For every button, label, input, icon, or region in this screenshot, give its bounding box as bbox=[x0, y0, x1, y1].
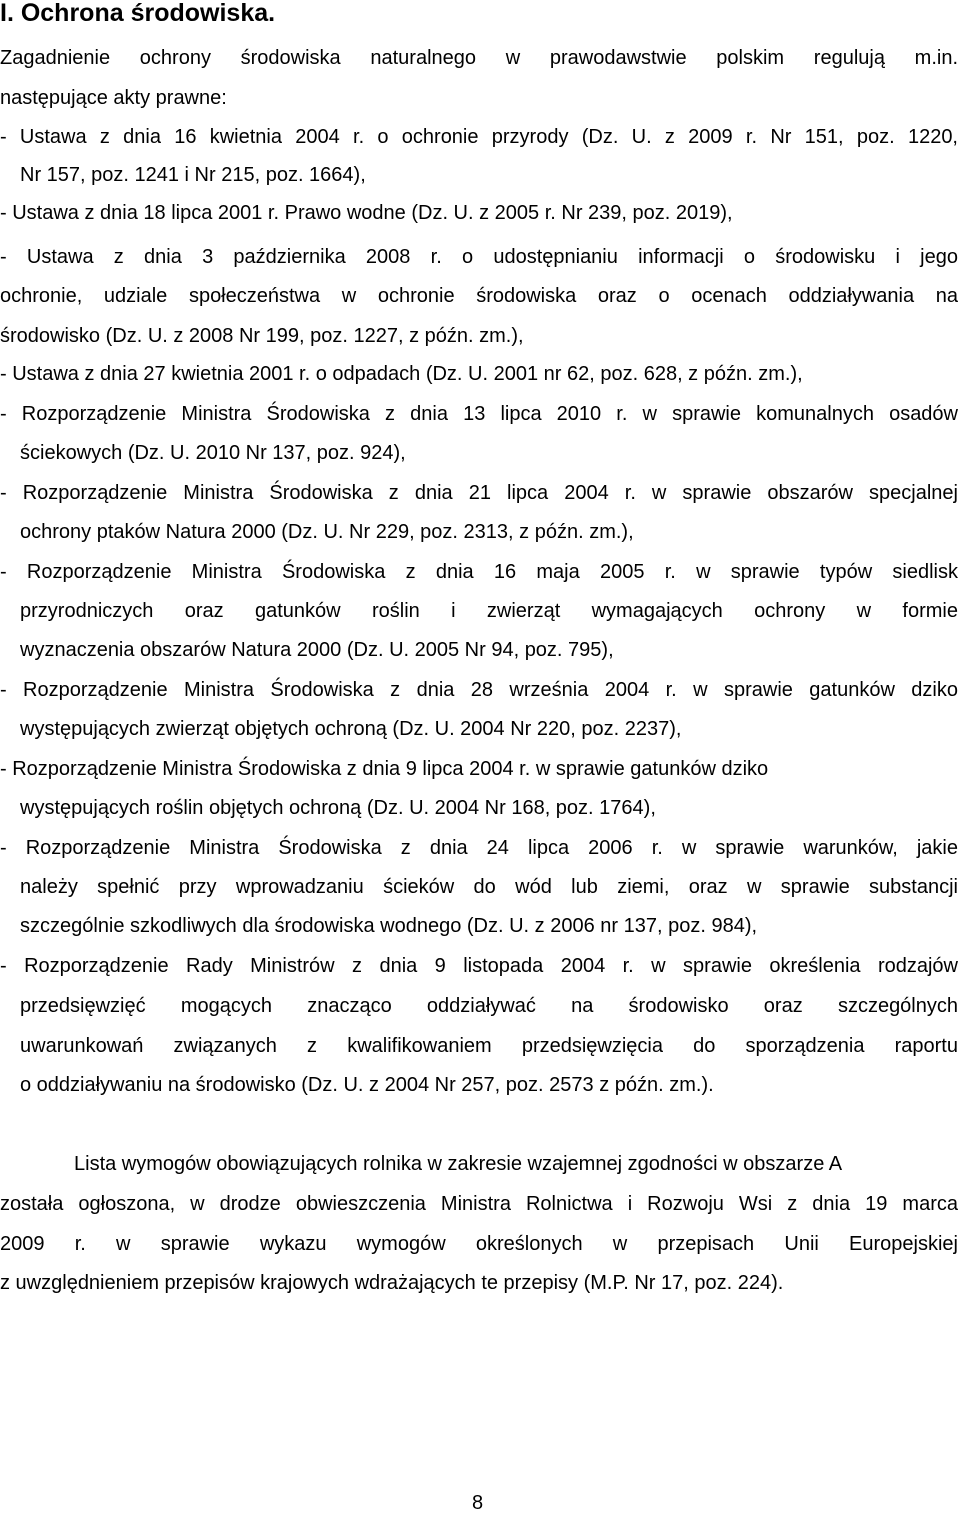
text-line: - Rozporządzenie Ministra Środowiska z dnia 28 września 2004 r. w sprawie gatunków dziko bbox=[0, 679, 958, 701]
text-line: ochrony ptaków Natura 2000 (Dz. U. Nr 229, poz. 2313, z późn. zm.), bbox=[20, 521, 634, 543]
text-line: przyrodniczych oraz gatunków roślin i zwierząt wymagających ochrony w formie bbox=[20, 600, 958, 622]
text-line: środowisko (Dz. U. z 2008 Nr 199, poz. 1227, z późn. zm.), bbox=[0, 325, 524, 347]
text-line: wyznaczenia obszarów Natura 2000 (Dz. U. 2005 Nr 94, poz. 795), bbox=[20, 639, 614, 661]
section-heading: I. Ochrona środowiska. bbox=[0, 0, 276, 27]
text-line: - Ustawa z dnia 18 lipca 2001 r. Prawo wodne (Dz. U. z 2005 r. Nr 239, poz. 2019), bbox=[0, 202, 733, 224]
text-line: Nr 157, poz. 1241 i Nr 215, poz. 1664), bbox=[20, 164, 366, 186]
text-line: - Ustawa z dnia 27 kwietnia 2001 r. o odpadach (Dz. U. 2001 nr 62, poz. 628, z późn. zm.), bbox=[0, 363, 803, 385]
text-line: - Rozporządzenie Ministra Środowiska z dnia 16 maja 2005 r. w sprawie typów siedlisk bbox=[0, 561, 958, 583]
page-number: 8 bbox=[472, 1492, 484, 1514]
text-line: występujących zwierząt objętych ochroną (Dz. U. 2004 Nr 220, poz. 2237), bbox=[20, 718, 682, 740]
text-line: następujące akty prawne: bbox=[0, 87, 227, 109]
text-line: Lista wymogów obowiązujących rolnika w zakresie wzajemnej zgodności w obszarze A bbox=[74, 1153, 843, 1175]
text-line: - Rozporządzenie Ministra Środowiska z dnia 24 lipca 2006 r. w sprawie warunków, jakie bbox=[0, 837, 958, 859]
text-line: należy spełnić przy wprowadzaniu ścieków do wód lub ziemi, oraz w sprawie substancji bbox=[20, 876, 958, 898]
text-line: występujących roślin objętych ochroną (Dz. U. 2004 Nr 168, poz. 1764), bbox=[20, 797, 656, 819]
text-line: - Rozporządzenie Ministra Środowiska z dnia 21 lipca 2004 r. w sprawie obszarów specjalnej bbox=[0, 482, 958, 504]
text-line: uwarunkowań związanych z kwalifikowaniem przedsięwzięcia do sporządzenia raportu bbox=[20, 1035, 958, 1057]
text-line: Zagadnienie ochrony środowiska naturalnego w prawodawstwie polskim regulują m.in. bbox=[0, 47, 958, 69]
text-line: - Rozporządzenie Rady Ministrów z dnia 9 listopada 2004 r. w sprawie określenia rodzajów bbox=[0, 955, 958, 977]
text-line: ochronie, udziale społeczeństwa w ochronie środowiska oraz o ocenach oddziaływania na bbox=[0, 285, 958, 307]
text-line: - Ustawa z dnia 3 października 2008 r. o udostępnianiu informacji o środowisku i jego bbox=[0, 246, 958, 268]
text-line: została ogłoszona, w drodze obwieszczenia Ministra Rolnictwa i Rozwoju Wsi z dnia 19 marca bbox=[0, 1193, 958, 1215]
text-line: szczególnie szkodliwych dla środowiska wodnego (Dz. U. z 2006 nr 137, poz. 984), bbox=[20, 915, 758, 937]
text-line: o oddziaływaniu na środowisko (Dz. U. z 2004 Nr 257, poz. 2573 z późn. zm.). bbox=[20, 1074, 714, 1096]
text-line: 2009 r. w sprawie wykazu wymogów określonych w przepisach Unii Europejskiej bbox=[0, 1233, 958, 1255]
text-line: - Rozporządzenie Ministra Środowiska z dnia 9 lipca 2004 r. w sprawie gatunków dziko bbox=[0, 758, 769, 780]
text-line: - Rozporządzenie Ministra Środowiska z dnia 13 lipca 2010 r. w sprawie komunalnych osadów bbox=[0, 403, 958, 425]
text-line: - Ustawa z dnia 16 kwietnia 2004 r. o ochronie przyrody (Dz. U. z 2009 r. Nr 151, poz. 1220, bbox=[0, 126, 958, 148]
text-line: przedsięwzięć mogących znacząco oddziaływać na środowisko oraz szczególnych bbox=[20, 995, 958, 1017]
text-line: ściekowych (Dz. U. 2010 Nr 137, poz. 924), bbox=[20, 442, 406, 464]
text-line: z uwzględnieniem przepisów krajowych wdrażających te przepisy (M.P. Nr 17, poz. 224). bbox=[0, 1272, 784, 1294]
